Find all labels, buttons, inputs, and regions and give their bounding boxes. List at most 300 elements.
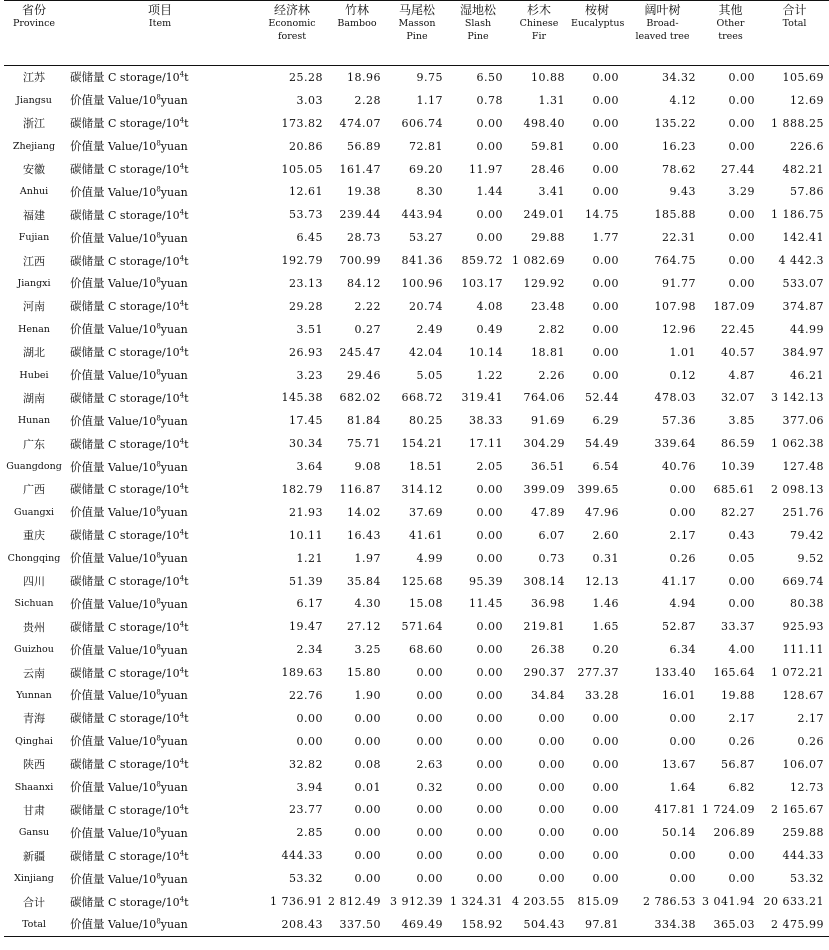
value-cell: 57.36 [662,414,696,428]
value-cell: 19.47 [289,620,323,634]
value-cell: 290.37 [523,666,565,680]
value-cell: 1.97 [354,551,381,565]
table-row [4,776,829,799]
value-cell: 925.93 [782,620,824,634]
value-cell: 41.17 [662,574,696,588]
value-cell: 0.00 [476,826,503,840]
storage-item-label: 碳储量 C storage/$10^4t$ [70,665,189,680]
value-cell: 764.75 [654,254,696,268]
value-cell: 4.30 [354,597,381,611]
value-cell: 47.89 [531,505,565,519]
province-cell: Yunnan [16,689,52,701]
storage-item-label: 碳储量 C storage/$10^4t$ [70,436,189,451]
value-cell: 0.00 [354,711,381,725]
value-cell: 0.00 [728,116,755,130]
value-cell: 334.38 [624,913,701,936]
value-cell: 0.00 [538,711,565,725]
value-cell: 9.52 [797,551,824,565]
value-cell: 0.00 [592,849,619,863]
value-cell: 9.75 [416,70,443,84]
value-cell: 100.96 [401,276,443,290]
value-cell: 165.64 [713,666,755,680]
value-cell: 3.51 [296,322,323,336]
storage-item-label: 碳储量 C storage/$10^4t$ [70,482,189,497]
value-cell: 23.77 [289,803,323,817]
value-cell: 22.31 [662,231,696,245]
value-cell: 1 062.38 [771,437,824,451]
value-cell: 0.00 [416,734,443,748]
value-item-label: 价值量 Value/$10^8yuan$ [70,734,188,749]
value-item-label: 价值量 Value/$10^8yuan$ [70,93,188,108]
value-cell: 3.94 [296,780,323,794]
province-cell: 河南 [23,300,45,314]
value-cell: 0.00 [416,666,443,680]
header-masson-pine: 马尾松 Masson Pine [398,3,436,42]
value-cell: 0.00 [354,872,381,886]
province-cell: Jiangxi [17,277,51,289]
value-cell: 1.77 [592,231,619,245]
province-cell: 江西 [23,254,45,268]
table-row [4,615,829,638]
storage-item-label: 碳储量 C storage/$10^4t$ [70,207,189,222]
value-cell: 30.34 [289,437,323,451]
value-cell: 0.00 [592,872,619,886]
value-cell: 4.99 [416,551,443,565]
value-cell: 107.98 [654,299,696,313]
value-cell: 4.00 [728,643,755,657]
value-cell: 105.05 [281,162,323,176]
value-item-label: 价值量 Value/$10^8yuan$ [70,505,188,520]
value-cell: 0.00 [538,826,565,840]
value-cell: 15.80 [347,666,381,680]
value-cell: 0.00 [728,139,755,153]
value-cell: 14.75 [585,208,619,222]
province-cell: 贵州 [23,620,45,634]
value-cell: 0.00 [728,231,755,245]
value-item-label: 价值量 Value/$10^8yuan$ [70,596,188,611]
value-cell: 22.76 [289,688,323,702]
value-cell: 41.61 [409,528,443,542]
value-cell: 103.17 [461,276,503,290]
storage-item-label: 碳储量 C storage/$10^4t$ [70,711,189,726]
table-row [4,295,829,318]
value-cell: 0.00 [669,872,696,886]
value-cell: 3.85 [728,414,755,428]
value-cell: 0.49 [476,322,503,336]
value-cell: 79.42 [790,528,824,542]
value-cell: 3.29 [728,185,755,199]
table-row [4,249,829,272]
value-cell: 28.46 [531,162,565,176]
value-cell: 145.38 [281,391,323,405]
table-row [4,661,829,684]
value-cell: 158.92 [448,913,508,936]
value-cell: 0.00 [592,70,619,84]
value-cell: 0.00 [538,872,565,886]
table-row [4,158,829,181]
value-cell: 2.17 [728,711,755,725]
header-other-trees: 其他 Other trees [716,3,745,42]
value-cell: 498.40 [523,116,565,130]
value-item-label: 价值量 Value/$10^8yuan$ [70,459,188,474]
value-cell: 482.21 [782,162,824,176]
value-cell: 36.98 [531,597,565,611]
value-cell: 1 324.31 [450,895,503,908]
table-row [4,478,829,501]
value-cell: 6.17 [296,597,323,611]
value-cell: 0.00 [296,711,323,725]
storage-item-label: 碳储量 C storage/$10^4t$ [70,390,189,405]
value-cell: 80.38 [790,597,824,611]
carbon-storage-table [4,0,829,937]
value-cell: 4 203.55 [512,895,565,908]
value-cell: 1.65 [592,620,619,634]
value-cell: 0.26 [797,734,824,748]
value-cell: 6.45 [296,231,323,245]
storage-item-label: 碳储量 C storage/$10^4t$ [70,162,189,176]
value-item-label: 价值量 Value/$10^8yuan$ [70,184,188,199]
province-cell: Gansu [18,827,50,839]
value-cell: 0.00 [538,757,565,771]
value-cell: 0.31 [592,551,619,565]
value-cell: 444.33 [281,849,323,863]
value-cell: 10.11 [289,528,323,542]
value-cell: 95.39 [469,574,503,588]
value-cell: 32.07 [721,391,755,405]
table-row [4,432,829,455]
value-cell: 72.81 [409,139,443,153]
value-cell: 0.08 [354,757,381,771]
value-cell: 841.36 [401,254,443,268]
value-cell: 314.12 [401,482,443,496]
value-cell: 91.77 [662,276,696,290]
value-cell: 12.73 [790,780,824,794]
value-cell: 53.73 [289,208,323,222]
value-cell: 106.07 [782,757,824,771]
value-cell: 0.00 [476,482,503,496]
value-cell: 20.86 [289,139,323,153]
value-cell: 2.85 [296,826,323,840]
value-item-label: 价值量 Value/$10^8yuan$ [70,825,188,840]
value-cell: 374.87 [782,299,824,313]
value-cell: 0.00 [538,803,565,817]
value-cell: 75.71 [347,437,381,451]
value-cell: 84.12 [347,276,381,290]
table-row [4,341,829,364]
value-cell: 399.09 [523,482,565,496]
value-cell: 277.37 [577,666,619,680]
value-item-label: 价值量 Value/$10^8yuan$ [70,139,188,154]
table-row [4,913,829,936]
value-cell: 0.00 [669,505,696,519]
value-cell: 12.96 [662,322,696,336]
value-cell: 219.81 [523,620,565,634]
value-cell: 59.81 [531,139,565,153]
value-item-label: 价值量 Value/$10^8yuan$ [70,230,188,245]
value-cell: 6.07 [538,528,565,542]
value-cell: 0.00 [592,803,619,817]
value-cell: 27.44 [721,162,755,176]
value-cell: 10.14 [469,345,503,359]
province-cell: 云南 [23,666,45,680]
table-row [4,89,829,112]
value-cell: 0.00 [592,185,619,199]
header-province: 省份 Province [12,3,56,29]
value-cell: 226.6 [790,139,824,153]
province-cell: 新疆 [23,849,45,863]
value-cell: 685.61 [713,482,755,496]
table-header-row [4,1,829,66]
value-cell: 27.12 [347,620,381,634]
value-cell: 2 098.13 [771,482,824,496]
storage-item-label: 碳储量 C storage/$10^4t$ [70,345,189,360]
table-row [4,455,829,478]
value-cell: 0.00 [354,849,381,863]
province-cell: Fujian [18,232,50,244]
value-cell: 0.00 [476,208,503,222]
value-cell: 154.21 [401,437,443,451]
value-cell: 6.50 [476,70,503,84]
value-cell: 53.27 [409,231,443,245]
value-item-label: 价值量 Value/$10^8yuan$ [70,642,188,657]
value-cell: 19.38 [347,185,381,199]
table-row [4,730,829,753]
value-cell: 111.11 [782,643,824,657]
value-cell: 0.26 [669,551,696,565]
value-item-label: 价值量 Value/$10^8yuan$ [70,413,188,428]
value-cell: 38.33 [469,414,503,428]
value-cell: 0.00 [728,872,755,886]
value-cell: 2 475.99 [760,913,829,936]
value-cell: 192.79 [281,254,323,268]
province-cell: Xinjiang [14,873,54,885]
value-cell: 182.79 [281,482,323,496]
value-cell: 16.43 [347,528,381,542]
table-row [4,707,829,730]
value-cell: 0.00 [354,826,381,840]
value-cell: 36.51 [531,460,565,474]
value-cell: 18.51 [409,460,443,474]
table-row [4,570,829,593]
value-cell: 26.38 [531,643,565,657]
value-cell: 0.00 [476,666,503,680]
table-row [4,753,829,776]
value-cell: 319.41 [461,391,503,405]
value-cell: 417.81 [654,803,696,817]
province-cell: 合计 [23,895,45,909]
table-row [4,409,829,432]
value-cell: 189.63 [281,666,323,680]
value-cell: 53.32 [790,872,824,886]
value-cell: 52.87 [662,620,696,634]
value-cell: 9.43 [669,185,696,199]
value-cell: 14.02 [347,505,381,519]
value-cell: 399.65 [577,482,619,496]
value-cell: 81.84 [347,414,381,428]
storage-item-label: 碳储量 C storage/$10^4t$ [70,299,189,314]
value-cell: 0.73 [538,551,565,565]
value-cell: 26.93 [289,345,323,359]
value-cell: 3 041.94 [702,895,755,908]
value-item-label: 价值量 Value/$10^8yuan$ [70,688,188,703]
value-cell: 0.00 [728,849,755,863]
value-cell: 0.00 [476,551,503,565]
storage-item-label: 碳储量 C storage/$10^4t$ [70,116,189,131]
value-cell: 125.68 [401,574,443,588]
value-cell: 0.26 [728,734,755,748]
value-cell: 571.64 [401,620,443,634]
table-row [4,592,829,615]
table-row [4,386,829,409]
province-cell: 浙江 [23,117,45,131]
value-cell: 33.37 [721,620,755,634]
value-cell: 1.21 [296,551,323,565]
value-cell: 0.00 [728,597,755,611]
value-cell: 504.43 [508,913,570,936]
value-cell: 6.54 [592,460,619,474]
value-cell: 12.13 [585,574,619,588]
value-cell: 2.22 [354,299,381,313]
value-cell: 700.99 [339,254,381,268]
value-cell: 35.84 [347,574,381,588]
value-cell: 0.00 [476,528,503,542]
value-cell: 56.89 [347,139,381,153]
value-cell: 0.00 [728,70,755,84]
value-cell: 0.00 [592,116,619,130]
value-cell: 859.72 [461,254,503,268]
value-cell: 161.47 [339,162,381,176]
value-item-label: 价值量 Value/$10^8yuan$ [70,276,188,291]
value-cell: 0.00 [476,688,503,702]
province-cell: 甘肃 [23,803,45,817]
value-cell: 0.78 [476,93,503,107]
value-item-label: 价值量 Value/$10^8yuan$ [70,551,188,566]
value-cell: 208.43 [256,913,328,936]
value-cell: 1 724.09 [702,803,755,817]
value-cell: 135.22 [654,116,696,130]
province-cell: 福建 [23,208,45,222]
value-cell: 0.43 [728,528,755,542]
value-cell: 337.50 [328,913,386,936]
value-cell: 1 736.91 [270,895,323,908]
value-cell: 15.08 [409,597,443,611]
value-cell: 606.74 [401,116,443,130]
value-cell: 0.00 [592,711,619,725]
value-cell: 365.03 [701,913,760,936]
value-cell: 6.29 [592,414,619,428]
value-cell: 6.34 [669,643,696,657]
value-cell: 444.33 [782,849,824,863]
value-cell: 3 142.13 [771,391,824,405]
value-cell: 2.60 [592,528,619,542]
value-cell: 33.28 [585,688,619,702]
value-cell: 2 786.53 [643,895,696,908]
value-cell: 0.00 [669,849,696,863]
value-cell: 815.09 [577,895,619,908]
value-cell: 0.00 [476,803,503,817]
value-cell: 533.07 [782,276,824,290]
value-cell: 0.00 [476,757,503,771]
value-cell: 10.39 [721,460,755,474]
storage-item-label: 碳储量 C storage/$10^4t$ [70,253,189,268]
table-row [4,638,829,661]
value-cell: 0.00 [416,872,443,886]
value-cell: 2.26 [538,368,565,382]
value-cell: 2 812.49 [328,895,381,908]
value-cell: 0.00 [476,505,503,519]
value-cell: 127.48 [782,460,824,474]
value-cell: 18.96 [347,70,381,84]
value-cell: 82.27 [721,505,755,519]
value-cell: 0.00 [416,688,443,702]
value-cell: 44.99 [790,322,824,336]
value-cell: 52.44 [585,391,619,405]
value-cell: 0.00 [592,780,619,794]
value-cell: 0.00 [592,162,619,176]
value-cell: 339.64 [654,437,696,451]
value-cell: 478.03 [654,391,696,405]
value-cell: 0.00 [354,803,381,817]
value-cell: 10.88 [531,70,565,84]
value-item-label: 价值量 Value/$10^8yuan$ [70,871,188,886]
value-cell: 0.00 [728,208,755,222]
header-economic-forest: 经济林 Economic forest [268,3,316,42]
value-cell: 28.73 [347,231,381,245]
province-cell: Henan [18,323,50,335]
value-cell: 19.88 [721,688,755,702]
value-cell: 764.06 [523,391,565,405]
table-row [4,135,829,158]
value-cell: 2.17 [797,711,824,725]
value-cell: 3.41 [538,185,565,199]
value-cell: 5.05 [416,368,443,382]
province-cell: 江苏 [23,71,45,85]
province-cell: Hunan [17,415,51,427]
value-cell: 11.45 [469,597,503,611]
value-cell: 25.28 [289,70,323,84]
value-cell: 0.00 [669,734,696,748]
value-cell: 0.00 [592,299,619,313]
table-row [4,226,829,249]
table-row [4,547,829,570]
value-cell: 1.22 [476,368,503,382]
value-cell: 11.97 [469,162,503,176]
table-row [4,867,829,890]
storage-item-label: 碳储量 C storage/$10^4t$ [70,802,189,817]
value-cell: 29.46 [347,368,381,382]
value-item-label: 价值量 Value/$10^8yuan$ [70,368,188,383]
value-cell: 0.00 [592,322,619,336]
value-cell: 0.00 [538,849,565,863]
value-cell: 13.67 [662,757,696,771]
value-cell: 0.05 [728,551,755,565]
value-cell: 0.00 [592,276,619,290]
table-body [4,66,829,937]
value-cell: 16.23 [662,139,696,153]
value-cell: 668.72 [401,391,443,405]
value-cell: 116.87 [339,482,381,496]
table-row [4,203,829,226]
province-cell: Chongqing [7,552,61,564]
value-cell: 3.64 [296,460,323,474]
value-cell: 12.69 [790,93,824,107]
value-cell: 0.20 [592,643,619,657]
value-cell: 0.00 [728,93,755,107]
value-cell: 91.69 [531,414,565,428]
value-cell: 0.00 [538,780,565,794]
value-cell: 0.00 [592,139,619,153]
storage-item-label: 碳储量 C storage/$10^4t$ [70,528,189,543]
